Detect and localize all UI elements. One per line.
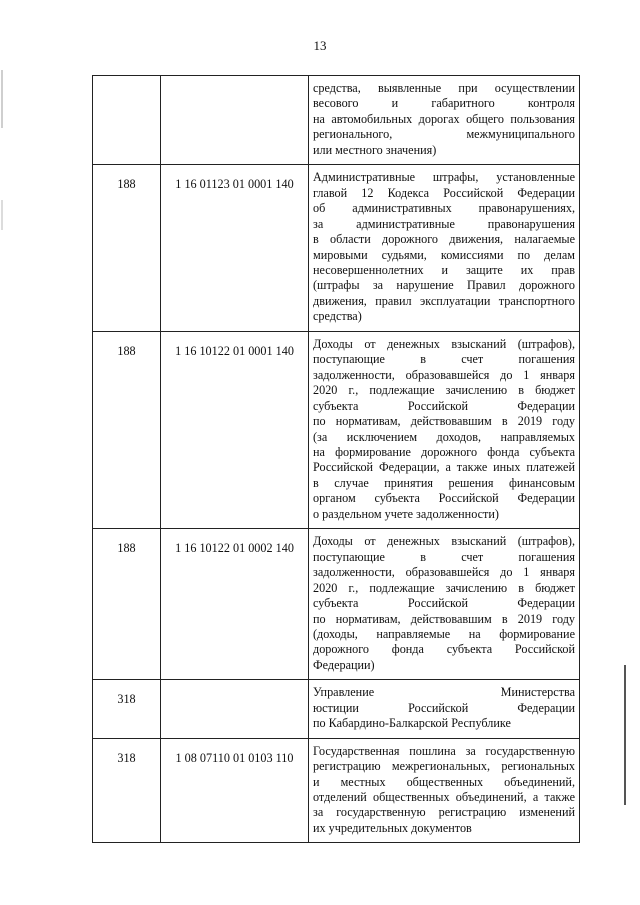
name-line: Управление Министерства <box>313 685 575 700</box>
income-name-cell <box>309 331 580 528</box>
scan-artifact <box>1 200 3 230</box>
income-code-cell: 1 16 10122 01 0002 140 <box>161 529 309 680</box>
name-line: регистрацию межрегиональных, региональных <box>313 759 575 774</box>
income-code-cell: 1 08 07110 01 0103 110 <box>161 738 309 843</box>
table-row <box>93 738 580 843</box>
name-line: Государственная пошлина за государственную <box>313 743 575 758</box>
name-line: за административные правонарушения <box>313 216 575 231</box>
name-line: несовершеннолетних и защите их прав <box>313 262 575 277</box>
name-line: по нормативам, действовавшим в 2019 году <box>313 611 575 626</box>
name-line: Доходы от денежных взысканий (штрафов), <box>313 534 575 549</box>
name-line: (штрафы за нарушение Правил дорожного <box>313 278 575 293</box>
name-line: регионального, межмуниципального <box>313 127 575 142</box>
name-line: (за исключением доходов, направляемых <box>313 429 575 444</box>
income-name-cell <box>309 738 580 843</box>
admin-code-cell: 318 <box>93 680 161 738</box>
name-line: 2020 г., подлежащие зачислению в бюджет <box>313 383 575 398</box>
income-name-cell <box>309 680 580 738</box>
name-line: главой 12 Кодекса Российской Федерации <box>313 185 575 200</box>
name-line: отделений общественных объединений, а также <box>313 790 575 805</box>
name-line: 2020 г., подлежащие зачислению в бюджет <box>313 580 575 595</box>
name-line: на формирование дорожного фонда субъекта <box>313 444 575 459</box>
name-line: задолженности, образовавшейся до 1 января <box>313 367 575 382</box>
name-line: (доходы, направляемые на формирование <box>313 626 575 641</box>
name-line: дорожного фонда субъекта Российской <box>313 642 575 657</box>
name-line: субъекта Российской Федерации <box>313 398 575 413</box>
income-name-cell <box>309 529 580 680</box>
income-name-cell <box>309 165 580 332</box>
name-line: по Кабардино-Балкарской Республике <box>313 716 511 731</box>
admin-code-cell <box>93 76 161 165</box>
name-line: на автомобильных дорогах общего пользования <box>313 111 575 126</box>
name-line: в области дорожного движения, налагаемые <box>313 232 575 247</box>
name-line: задолженности, образовавшейся до 1 января <box>313 565 575 580</box>
name-line: о раздельном учете задолженности) <box>313 506 499 521</box>
admin-code-cell: 188 <box>93 529 161 680</box>
income-code-cell <box>161 680 309 738</box>
name-line: Административные штрафы, установленные <box>313 170 575 185</box>
page-number: 13 <box>313 38 327 53</box>
name-line: в случае принятия решения финансовым <box>313 475 575 490</box>
name-line: Российской Федерации, а также иных платежей <box>313 460 575 475</box>
name-line: движения, правил эксплуатации транспортного <box>313 293 575 308</box>
name-line: средства, выявленные при осуществлении <box>313 81 575 95</box>
table-row <box>93 529 580 680</box>
table-row <box>93 331 580 528</box>
name-line: весового и габаритного контроля <box>313 96 575 111</box>
income-code-cell <box>161 76 309 165</box>
name-line: органом субъекта Российской Федерации <box>313 491 575 506</box>
name-line: поступающие в счет погашения <box>313 549 575 564</box>
income-code-cell: 1 16 01123 01 0001 140 <box>161 165 309 332</box>
table-row <box>93 680 580 738</box>
name-line: или местного значения) <box>313 142 437 157</box>
name-line: Федерации) <box>313 657 375 672</box>
name-line: об административных правонарушениях, <box>313 201 575 216</box>
table-row <box>93 165 580 332</box>
table-row <box>93 76 580 165</box>
name-line: юстиции Российской Федерации <box>313 700 575 715</box>
name-line: за государственную регистрацию изменений <box>313 805 575 820</box>
name-line: средства) <box>313 309 362 324</box>
name-line: поступающие в счет погашения <box>313 352 575 367</box>
name-line: мировыми судьями, комиссиями по делам <box>313 247 575 262</box>
admin-code-cell: 188 <box>93 165 161 332</box>
admin-code-cell: 318 <box>93 738 161 843</box>
name-line: их учредительных документов <box>313 820 472 835</box>
table-body <box>93 76 580 843</box>
name-line: по нормативам, действовавшим в 2019 году <box>313 414 575 429</box>
name-line: Доходы от денежных взысканий (штрафов), <box>313 336 575 351</box>
margin-mark <box>624 665 626 805</box>
name-line: субъекта Российской Федерации <box>313 596 575 611</box>
income-name-cell <box>309 76 580 165</box>
name-line: и местных общественных объединений, <box>313 774 575 789</box>
admin-code-cell: 188 <box>93 331 161 528</box>
budget-codes-table <box>92 75 580 843</box>
scan-artifact <box>1 70 3 128</box>
income-code-cell: 1 16 10122 01 0001 140 <box>161 331 309 528</box>
